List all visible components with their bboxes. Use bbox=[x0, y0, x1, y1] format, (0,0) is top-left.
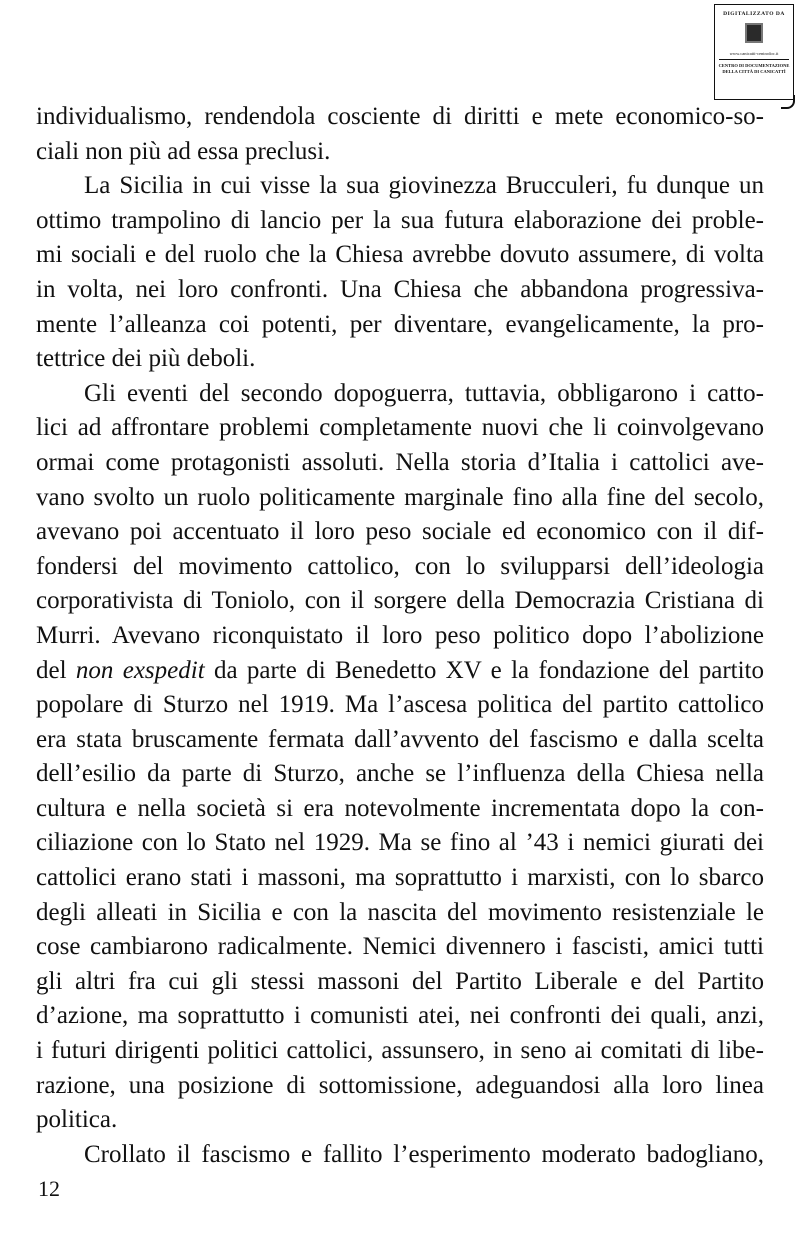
text-line: vano svolto un ruolo politicamente marginale fino alla fine del secolo, bbox=[36, 483, 764, 511]
stamp-divider bbox=[719, 59, 789, 60]
text-line: Gli eventi del secondo dopoguerra, tuttavia, obbligarono i catto- bbox=[84, 379, 764, 407]
text-line: d’azione, ma soprattutto i comunisti atei, nei confronti dei quali, anzi, bbox=[36, 1002, 764, 1030]
digitization-stamp bbox=[714, 4, 794, 100]
paragraph bbox=[36, 1138, 764, 1173]
text-line: ciali non più ad essa preclusi. bbox=[36, 137, 331, 165]
city-crest-icon bbox=[745, 23, 763, 43]
paragraph bbox=[36, 169, 764, 377]
text-line: gli altri fra cui gli stessi massoni del Partito Liberale e del Partito bbox=[36, 967, 764, 995]
text-line: tettrice dei più deboli. bbox=[36, 345, 256, 373]
page-body bbox=[36, 100, 764, 1172]
text-line: ottimo trampolino di lancio per la sua futura elaborazione dei proble- bbox=[36, 206, 764, 234]
text-line: Crollato il fascismo e fallito l’esperimento moderato badogliano, bbox=[84, 1140, 764, 1168]
text-line: individualismo, rendendola cosciente di diritti e mete economico-so- bbox=[36, 103, 764, 130]
stamp-bottom-line1: CENTRO DI DOCUMENTAZIONE bbox=[718, 63, 790, 68]
text-line: popolare di Sturzo nel 1919. Ma l’ascesa politica del partito cattolico bbox=[36, 691, 764, 719]
text-line: lici ad affrontare problemi completamente nuovi che li coinvolgevano bbox=[36, 414, 764, 442]
italic-term: non exspedit bbox=[75, 656, 205, 684]
paragraph bbox=[36, 377, 764, 1138]
stamp-tail bbox=[781, 95, 795, 109]
text-line: dell’esilio da parte di Sturzo, anche se l’influenza della Chiesa nella bbox=[36, 760, 764, 788]
text-line: corporativista di Toniolo, con il sorgere della Democrazia Cristiana di bbox=[36, 587, 764, 615]
text-line: La Sicilia in cui visse la sua giovinezza Brucculeri, fu dunque un bbox=[84, 172, 764, 200]
text-line: fondersi del movimento cattolico, con lo svilupparsi dell’ideologia bbox=[36, 552, 764, 580]
text-line: avevano poi accentuato il loro peso sociale ed economico con il dif- bbox=[36, 518, 764, 546]
text-line: i futuri dirigenti politici cattolici, assunsero, in seno ai comitati di libe- bbox=[36, 1037, 764, 1065]
text-line: era stata bruscamente fermata dall’avvento del fascismo e dalla scelta bbox=[36, 725, 764, 753]
text-line: cultura e nella società si era notevolmente incrementata dopo la con- bbox=[36, 794, 764, 822]
stamp-bottom-line2: DELLA CITTÀ DI CANICATTÌ bbox=[722, 69, 786, 74]
text-line: mi sociali e del ruolo che la Chiesa avrebbe dovuto assumere, di volta bbox=[36, 241, 764, 269]
text-line: Murri. Avevano riconquistato il loro peso politico dopo l’abolizione bbox=[36, 621, 764, 649]
text-line: ciliazione con lo Stato nel 1929. Ma se fino al ’43 i nemici giurati dei bbox=[36, 829, 764, 857]
stamp-top-text: DIGITALIZZATO DA bbox=[723, 11, 785, 17]
text-line: razione, una posizione di sottomissione, adeguandosi alla loro linea bbox=[36, 1071, 764, 1099]
text-line: cose cambiarono radicalmente. Nemici divennero i fascisti, amici tutti bbox=[36, 933, 764, 961]
text-line: cattolici erano stati i massoni, ma soprattutto i marxisti, con lo sbarco bbox=[36, 864, 764, 892]
text-line: in volta, nei loro confronti. Una Chiesa che abbandona progressiva- bbox=[36, 275, 764, 303]
text-line: del non exspedit da parte di Benedetto XV e la fondazione del partito bbox=[36, 656, 765, 684]
text-line: politica. bbox=[36, 1106, 118, 1134]
text-line: degli alleati in Sicilia e con la nascita del movimento resistenziale le bbox=[36, 898, 764, 926]
paragraph bbox=[36, 100, 764, 169]
text-line: mente l’alleanza coi potenti, per diventare, evangelicamente, la pro- bbox=[36, 310, 764, 338]
stamp-url: www.canicatti-centrodoc.it bbox=[729, 51, 779, 56]
text-line: ormai come protagonisti assoluti. Nella storia d’Italia i cattolici ave- bbox=[36, 448, 764, 476]
page-number: 12 bbox=[38, 1176, 60, 1201]
